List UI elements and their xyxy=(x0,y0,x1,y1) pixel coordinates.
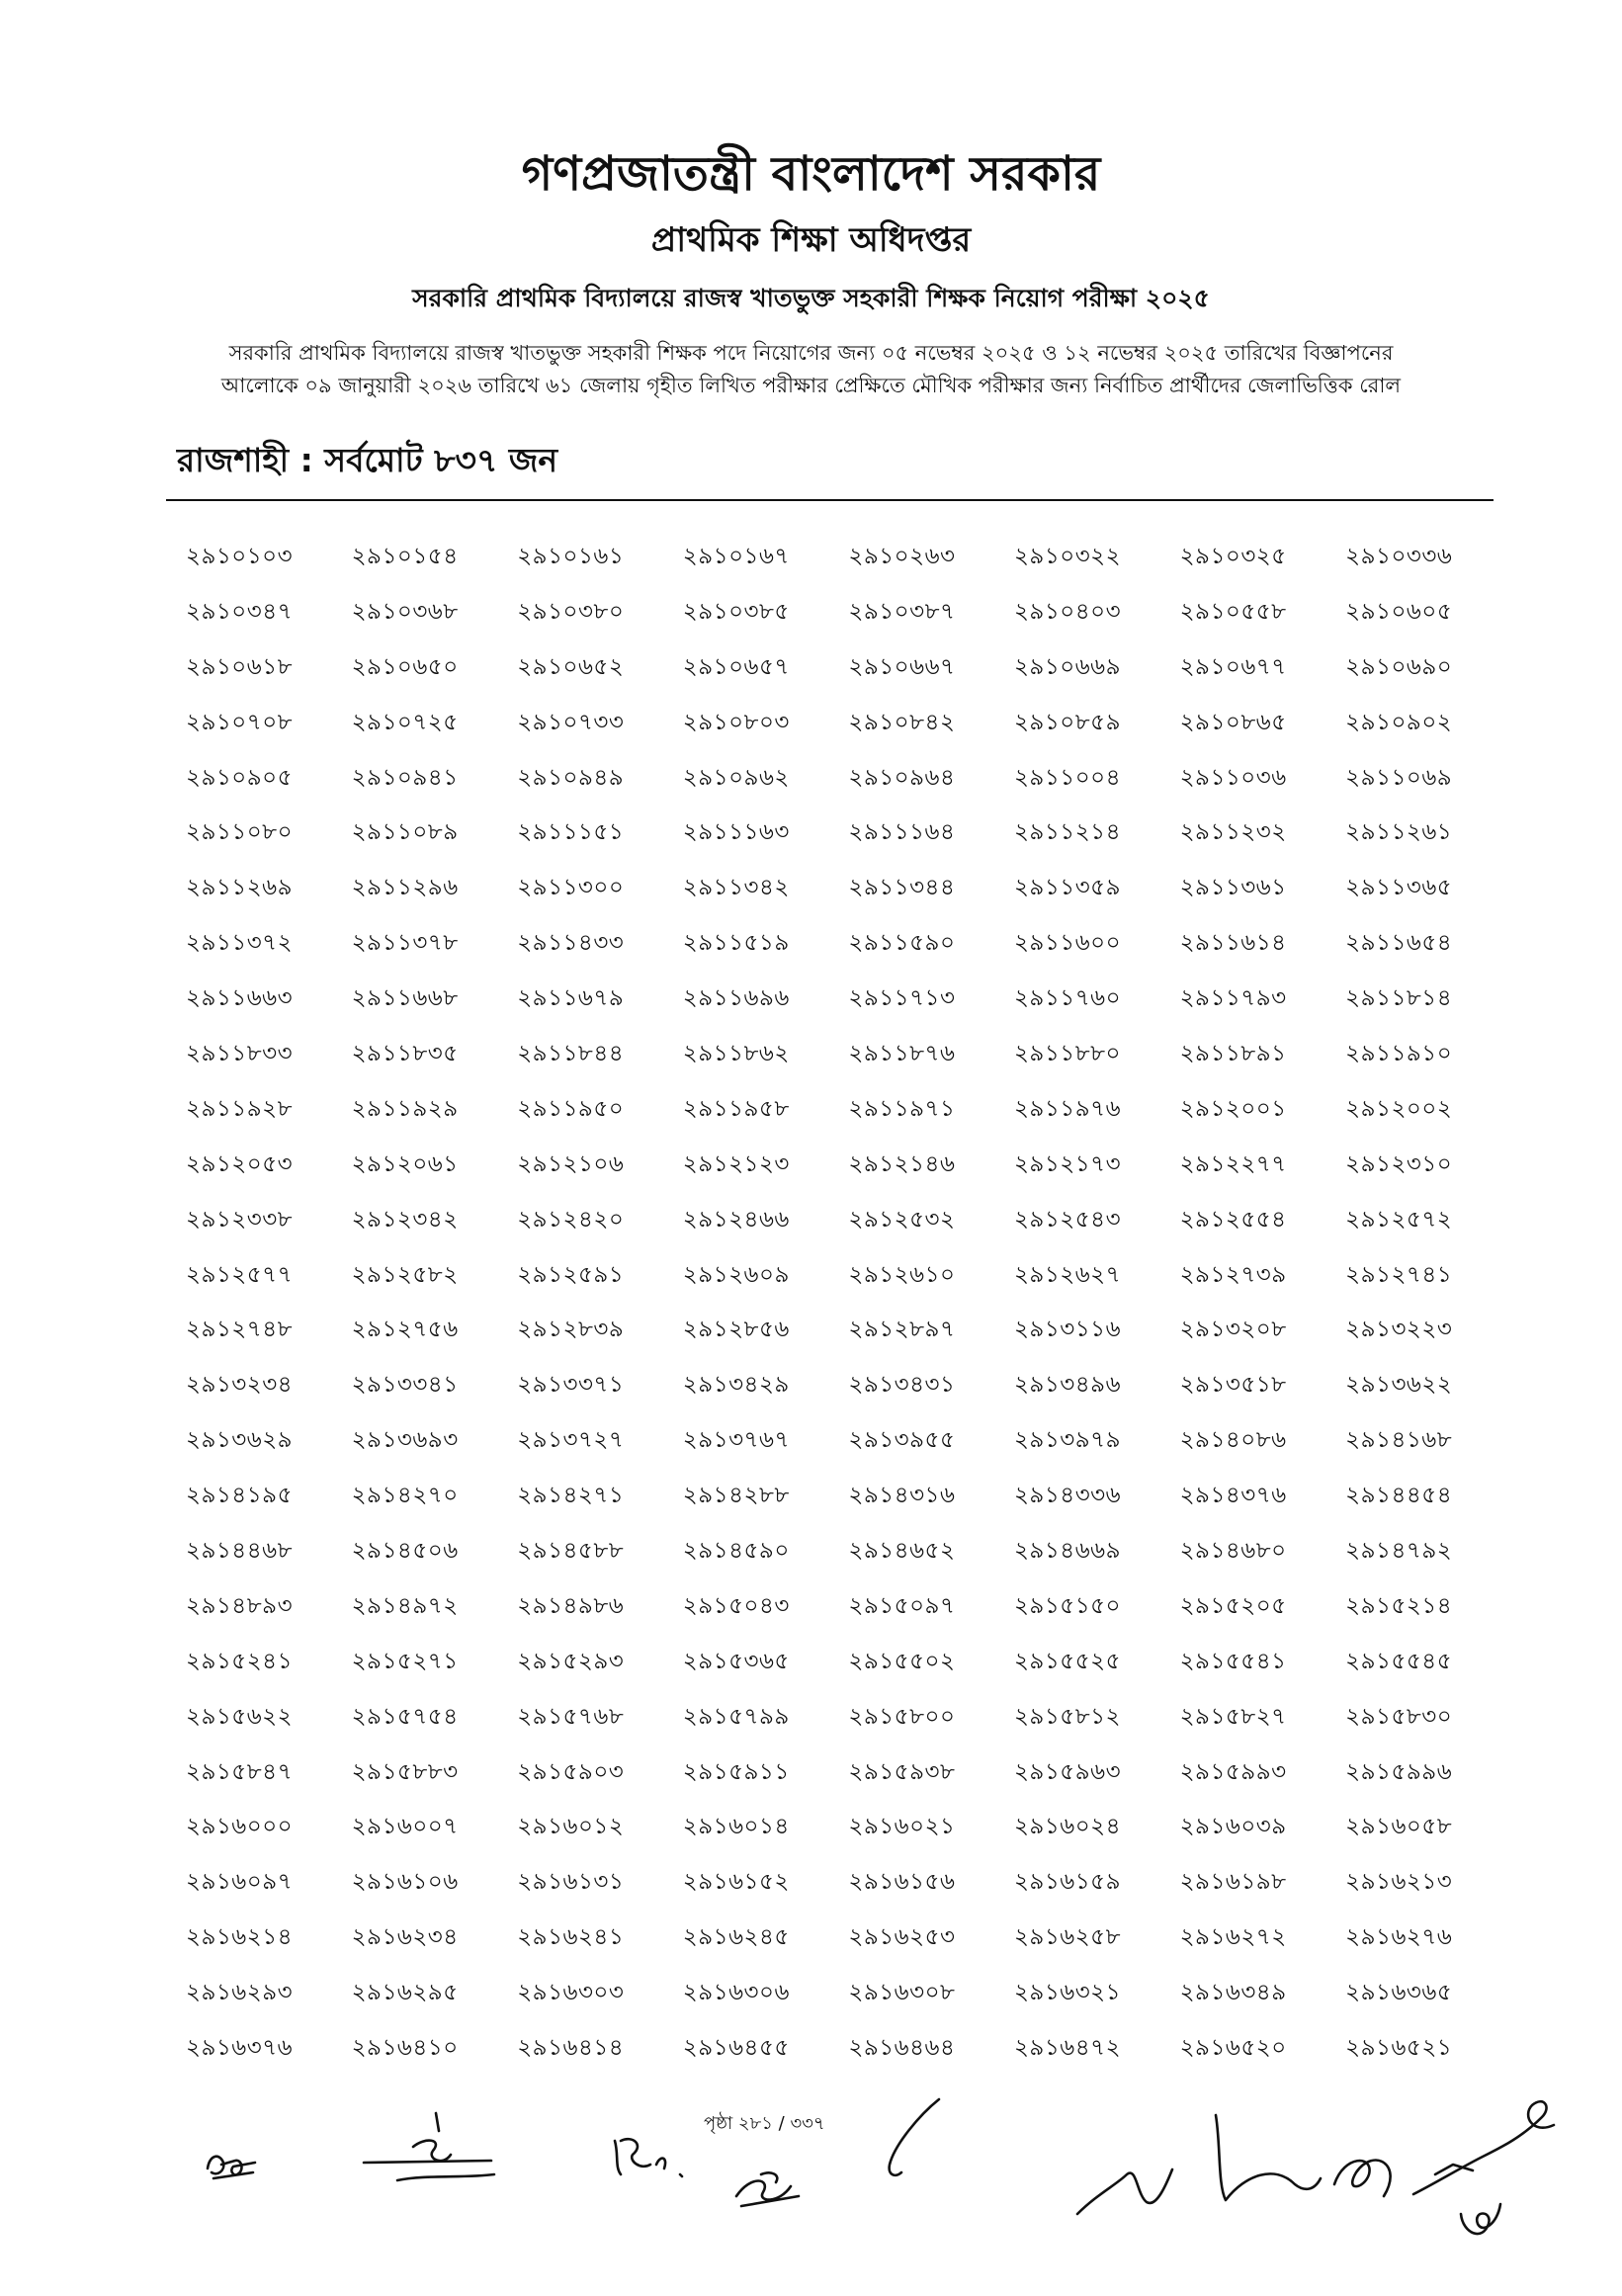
roll-row xyxy=(186,971,1511,1026)
roll-number-list xyxy=(186,529,1511,2076)
roll-number: ২৯১০৯৬২ xyxy=(682,764,790,791)
roll-number: ২৯১৫২৭১ xyxy=(351,1648,459,1674)
roll-number: ২৯১২৫৯১ xyxy=(517,1261,625,1288)
roll-number: ২৯১০৭২৫ xyxy=(351,709,459,735)
roll-number: ২৯১৬১৫৯ xyxy=(1013,1869,1122,1896)
department-title: প্রাথমিক শিক্ষা অধিদপ্তর xyxy=(650,220,972,260)
roll-number: ২৯১৪৫৮৮ xyxy=(517,1537,625,1564)
roll-number: ২৯১৬৪৬৪ xyxy=(848,2034,956,2061)
roll-number: ২৯১৬০০০ xyxy=(186,1814,294,1840)
signature-6 xyxy=(1077,2101,1554,2214)
roll-number: ২৯১৪৬৮০ xyxy=(1179,1537,1287,1564)
roll-number: ২৯১৬৩২১ xyxy=(1013,1980,1122,2006)
roll-number: ২৯১৫৭৬৮ xyxy=(517,1703,625,1730)
signature-3 xyxy=(615,2139,682,2176)
roll-number: ২৯১০৩২২ xyxy=(1013,543,1122,569)
roll-row xyxy=(186,1799,1511,1854)
roll-number: ২৯১৩৭৬৭ xyxy=(682,1427,790,1454)
roll-number: ২৯১৬২৩৪ xyxy=(351,1924,459,1951)
roll-number: ২৯১০৩৪৭ xyxy=(186,598,294,625)
roll-number: ২৯১৬৪৫৫ xyxy=(682,2034,790,2061)
roll-number: ২৯১৪৩৭৬ xyxy=(1179,1483,1287,1509)
roll-number: ২৯১১৩৬৫ xyxy=(1345,875,1453,901)
roll-number: ২৯১৫৯৯৬ xyxy=(1345,1758,1453,1785)
roll-number: ২৯১৫৮১২ xyxy=(1013,1703,1122,1730)
roll-number: ২৯১২৩১০ xyxy=(1345,1150,1453,1177)
roll-number: ২৯১০৬৫২ xyxy=(517,653,625,680)
roll-number: ২৯১১৬৬৩ xyxy=(186,985,294,1012)
roll-number: ২৯১৬৪৭২ xyxy=(1013,2034,1122,2061)
roll-number: ২৯১৬২৯৫ xyxy=(351,1980,459,2006)
roll-number: ২৯১৬২৯৩ xyxy=(186,1980,294,2006)
roll-number: ২৯১৩৩৭১ xyxy=(517,1372,625,1399)
roll-row xyxy=(186,1081,1511,1137)
roll-number: ২৯১১৭১৩ xyxy=(848,985,956,1012)
roll-number: ২৯১২৫৭২ xyxy=(1345,1206,1453,1233)
roll-number: ২৯১০৬৬৯ xyxy=(1013,653,1122,680)
roll-number: ২৯১১৮১৪ xyxy=(1345,985,1453,1012)
roll-number: ২৯১১০৮০ xyxy=(186,819,294,846)
roll-number: ২৯১১০৬৯ xyxy=(1345,764,1453,791)
roll-number: ২৯১৫০৯৭ xyxy=(848,1592,956,1619)
roll-number: ২৯১৪১৬৮ xyxy=(1345,1427,1453,1454)
roll-number: ২৯১১২৩২ xyxy=(1179,819,1287,846)
roll-number: ২৯১১৯৫০ xyxy=(517,1095,625,1122)
roll-number: ২৯১২৫৩২ xyxy=(848,1206,956,1233)
roll-number: ২৯১১৯৭১ xyxy=(848,1095,956,1122)
roll-number: ২৯১০৯৪৯ xyxy=(517,764,625,791)
roll-number: ২৯১৫৬২২ xyxy=(186,1703,294,1730)
roll-number: ২৯১৩৯৫৫ xyxy=(848,1427,956,1454)
roll-number: ২৯১০৮৪২ xyxy=(848,709,956,735)
roll-number: ২৯১৬০১২ xyxy=(517,1814,625,1840)
roll-number: ২৯১১৩৭২ xyxy=(186,930,294,957)
roll-number: ২৯১১৬০০ xyxy=(1013,930,1122,957)
roll-row xyxy=(186,1468,1511,1523)
notice-line-1: সরকারি প্রাথমিক বিদ্যালয়ে রাজস্ব খাতভুক্ত সহকারী শিক্ষক পদে নিয়োগের জন্য ০৫ নভেম্বর ২০২৫ ও ১২ নভেম্বর ২০২৫ তারিখের বিজ্ঞাপনের xyxy=(228,341,1394,365)
roll-number: ২৯১৪৬৫২ xyxy=(848,1537,956,1564)
roll-number: ২৯১২৭৪১ xyxy=(1345,1261,1453,1288)
roll-number: ২৯১৬০১৪ xyxy=(682,1814,790,1840)
roll-number: ২৯১১৬৬৮ xyxy=(351,985,459,1012)
roll-number: ২৯১৪০৮৬ xyxy=(1179,1427,1287,1454)
roll-number: ২৯১১৬৫৪ xyxy=(1345,930,1453,957)
roll-number: ২৯১২০০১ xyxy=(1179,1095,1287,1122)
roll-number: ২৯১৪৯৮৬ xyxy=(517,1592,625,1619)
roll-number: ২৯১৫৫০২ xyxy=(848,1648,956,1674)
roll-number: ২৯১১৬৯৬ xyxy=(682,985,790,1012)
roll-row xyxy=(186,1965,1511,2020)
roll-row xyxy=(186,639,1511,695)
roll-number: ২৯১২৮৯৭ xyxy=(848,1317,956,1343)
roll-number: ২৯১৫৮৩০ xyxy=(1345,1703,1453,1730)
roll-number: ২৯১৬৪১৪ xyxy=(517,2034,625,2061)
roll-number: ২৯১৫২৯৩ xyxy=(517,1648,625,1674)
roll-row xyxy=(186,1578,1511,1634)
roll-number: ২৯১০১৬৭ xyxy=(682,543,790,569)
roll-row xyxy=(186,805,1511,860)
roll-number: ২৯১২৬২৭ xyxy=(1013,1261,1122,1288)
signatures xyxy=(0,2076,1622,2293)
roll-number: ২৯১৩৭২৭ xyxy=(517,1427,625,1454)
roll-number: ২৯১০১৬১ xyxy=(517,543,625,569)
roll-number: ২৯১৬৫২০ xyxy=(1179,2034,1287,2061)
roll-number: ২৯১৫৫৪৫ xyxy=(1345,1648,1453,1674)
roll-number: ২৯১২১২৩ xyxy=(682,1150,790,1177)
roll-number: ২৯১১৬৭৯ xyxy=(517,985,625,1012)
roll-number: ২৯১৬৩০৩ xyxy=(517,1980,625,2006)
heading-divider xyxy=(166,499,1494,501)
roll-number: ২৯১০১০৩ xyxy=(186,543,294,569)
roll-number: ২৯১০৮৫৯ xyxy=(1013,709,1122,735)
roll-number: ২৯১৩৯৭৯ xyxy=(1013,1427,1122,1454)
roll-number: ২৯১৬২৫৮ xyxy=(1013,1924,1122,1951)
roll-number: ২৯১২৫৪৩ xyxy=(1013,1206,1122,1233)
roll-number: ২৯১৬১০৬ xyxy=(351,1869,459,1896)
roll-number: ২৯১২০৫৩ xyxy=(186,1150,294,1177)
roll-number: ২৯১৪৭৯২ xyxy=(1345,1537,1453,1564)
roll-number: ২৯১৬১৫৬ xyxy=(848,1869,956,1896)
roll-number: ২৯১১৮৩৫ xyxy=(351,1040,459,1066)
roll-number: ২৯১১৮৮০ xyxy=(1013,1040,1122,1066)
roll-number: ২৯১০৯০২ xyxy=(1345,709,1453,735)
roll-number: ২৯১৬১৫২ xyxy=(682,1869,790,1896)
roll-number: ২৯১০৯০৫ xyxy=(186,764,294,791)
notice-line-2: আলোকে ০৯ জানুয়ারী ২০২৬ তারিখে ৬১ জেলায় গৃহীত লিখিত পরীক্ষার প্রেক্ষিতে মৌখিক পরীক্ষার জন্য নির্বাচিত প্রার্থীদের জেলাভিত্তিক রোল xyxy=(220,374,1402,397)
roll-number: ২৯১৫৭৫৪ xyxy=(351,1703,459,1730)
roll-number: ২৯১২৮৫৬ xyxy=(682,1317,790,1343)
roll-number: ২৯১১৩৪২ xyxy=(682,875,790,901)
signature-7 xyxy=(1461,2204,1500,2234)
roll-number: ২৯১৩২৩৪ xyxy=(186,1372,294,1399)
roll-number: ২৯১১৩৪৪ xyxy=(848,875,956,901)
roll-number: ২৯১১৩০০ xyxy=(517,875,625,901)
roll-number: ২৯১৬২৪১ xyxy=(517,1924,625,1951)
roll-number: ২৯১১২৯৬ xyxy=(351,875,459,901)
roll-number: ২৯১২৭৫৬ xyxy=(351,1317,459,1343)
roll-row xyxy=(186,1137,1511,1192)
roll-number: ২৯১৫০৪৩ xyxy=(682,1592,790,1619)
roll-number: ২৯১১৮৭৬ xyxy=(848,1040,956,1066)
roll-row xyxy=(186,1357,1511,1412)
roll-number: ২৯১৬২৭২ xyxy=(1179,1924,1287,1951)
roll-number: ২৯১০৬৫৭ xyxy=(682,653,790,680)
roll-number: ২৯১২৭৩৯ xyxy=(1179,1261,1287,1288)
roll-number: ২৯১২৬০৯ xyxy=(682,1261,790,1288)
roll-row xyxy=(186,1192,1511,1247)
roll-row xyxy=(186,750,1511,806)
roll-number: ২৯১২৮৩৯ xyxy=(517,1317,625,1343)
roll-number: ২৯১৬৩৪৯ xyxy=(1179,1980,1287,2006)
roll-number: ২৯১০৫৫৮ xyxy=(1179,598,1287,625)
roll-number: ২৯১০৩৮০ xyxy=(517,598,625,625)
roll-number: ২৯১১১৬৪ xyxy=(848,819,956,846)
roll-number: ২৯১৩১১৬ xyxy=(1013,1317,1122,1343)
roll-number: ২৯১৪৪৬৮ xyxy=(186,1537,294,1564)
roll-number: ২৯১০২৬৩ xyxy=(848,543,956,569)
roll-row xyxy=(186,1412,1511,1468)
roll-number: ২৯১৪৫০৬ xyxy=(351,1537,459,1564)
roll-number: ২৯১৪৮৯৩ xyxy=(186,1592,294,1619)
roll-number: ২৯১০১৫৪ xyxy=(351,543,459,569)
roll-number: ২৯১০৬০৫ xyxy=(1345,598,1453,625)
roll-number: ২৯১১৩৭৮ xyxy=(351,930,459,957)
roll-number: ২৯১১০৩৬ xyxy=(1179,764,1287,791)
roll-number: ২৯১১৯২৮ xyxy=(186,1095,294,1122)
roll-number: ২৯১৩৫১৮ xyxy=(1179,1372,1287,1399)
roll-number: ২৯১২৫৭৭ xyxy=(186,1261,294,1288)
roll-number: ২৯১০৯৪১ xyxy=(351,764,459,791)
roll-number: ২৯১১৪৩৩ xyxy=(517,930,625,957)
roll-number: ২৯১২০৬১ xyxy=(351,1150,459,1177)
roll-number: ২৯১৪১৯৫ xyxy=(186,1483,294,1509)
signature-1 xyxy=(208,2157,255,2178)
roll-number: ২৯১৩৪২৯ xyxy=(682,1372,790,1399)
roll-number: ২৯১০৩৮৭ xyxy=(848,598,956,625)
roll-number: ২৯১৬২৭৬ xyxy=(1345,1924,1453,1951)
roll-number: ২৯১৬০৫৮ xyxy=(1345,1814,1453,1840)
roll-number: ২৯১২৫৫৪ xyxy=(1179,1206,1287,1233)
roll-number: ২৯১৬৩০৮ xyxy=(848,1980,956,2006)
roll-number: ২৯১১২১৪ xyxy=(1013,819,1122,846)
roll-number: ২৯১০৯৬৪ xyxy=(848,764,956,791)
roll-number: ২৯১২৩৩৮ xyxy=(186,1206,294,1233)
roll-number: ২৯১৬৩৭৬ xyxy=(186,2034,294,2061)
roll-number: ২৯১০৬৯০ xyxy=(1345,653,1453,680)
roll-row xyxy=(186,1854,1511,1910)
roll-number: ২৯১৩৬২২ xyxy=(1345,1372,1453,1399)
roll-row xyxy=(186,1910,1511,1965)
roll-number: ২৯১৪৯৭২ xyxy=(351,1592,459,1619)
roll-row xyxy=(186,584,1511,639)
roll-number: ২৯১০৪০৩ xyxy=(1013,598,1122,625)
roll-number: ২৯১১৯২৯ xyxy=(351,1095,459,1122)
roll-number: ২৯১৫৮০০ xyxy=(848,1703,956,1730)
roll-number: ২৯১৬৪১০ xyxy=(351,2034,459,2061)
roll-number: ২৯১০৮৬৫ xyxy=(1179,709,1287,735)
government-title: গণপ্রজাতন্ত্রী বাংলাদেশ সরকার xyxy=(521,146,1101,202)
roll-number: ২৯১৫৯১১ xyxy=(682,1758,790,1785)
roll-number: ২৯১৬১৩১ xyxy=(517,1869,625,1896)
roll-number: ২৯১৫৮৮৩ xyxy=(351,1758,459,1785)
roll-number: ২৯১২৭৪৮ xyxy=(186,1317,294,1343)
roll-number: ২৯১৩৬২৯ xyxy=(186,1427,294,1454)
roll-number: ২৯১১২৬১ xyxy=(1345,819,1453,846)
roll-number: ২৯১৫৮৪৭ xyxy=(186,1758,294,1785)
roll-number: ২৯১৫৯৬৩ xyxy=(1013,1758,1122,1785)
roll-number: ২৯১৩৩৪১ xyxy=(351,1372,459,1399)
roll-number: ২৯১৪৩১৬ xyxy=(848,1483,956,1509)
roll-number: ২৯১০৭০৮ xyxy=(186,709,294,735)
roll-row xyxy=(186,2020,1511,2076)
roll-number: ২৯১০৩৩৬ xyxy=(1345,543,1453,569)
roll-number: ২৯১২৫৮২ xyxy=(351,1261,459,1288)
roll-number: ২৯১১৯১০ xyxy=(1345,1040,1453,1066)
roll-row xyxy=(186,695,1511,750)
roll-number: ২৯১১৭৬০ xyxy=(1013,985,1122,1012)
roll-number: ২৯১২৪২০ xyxy=(517,1206,625,1233)
roll-number: ২৯১১৩৬১ xyxy=(1179,875,1287,901)
roll-number: ২৯১৫১৫০ xyxy=(1013,1592,1122,1619)
roll-number: ২৯১১১৬৩ xyxy=(682,819,790,846)
roll-number: ২৯১১৭৯৩ xyxy=(1179,985,1287,1012)
roll-number: ২৯১০৩৮৫ xyxy=(682,598,790,625)
roll-number: ২৯১১৯৫৮ xyxy=(682,1095,790,1122)
roll-row xyxy=(186,529,1511,584)
roll-number: ২৯১৫৮২৭ xyxy=(1179,1703,1287,1730)
roll-number: ২৯১৬০২৪ xyxy=(1013,1814,1122,1840)
roll-number: ২৯১৬০০৭ xyxy=(351,1814,459,1840)
roll-number: ২৯১৬৫২১ xyxy=(1345,2034,1453,2061)
roll-number: ২৯১৫২৪১ xyxy=(186,1648,294,1674)
roll-number: ২৯১২১৭৩ xyxy=(1013,1150,1122,1177)
roll-number: ২৯১৫৫৪১ xyxy=(1179,1648,1287,1674)
roll-number: ২৯১২০০২ xyxy=(1345,1095,1453,1122)
roll-number: ২৯১৬০২১ xyxy=(848,1814,956,1840)
roll-row xyxy=(186,915,1511,971)
signature-4 xyxy=(736,2172,799,2206)
roll-row xyxy=(186,860,1511,915)
roll-number: ২৯১৪৫৯০ xyxy=(682,1537,790,1564)
roll-number: ২৯১৪২৮৮ xyxy=(682,1483,790,1509)
exam-title: সরকারি প্রাথমিক বিদ্যালয়ে রাজস্ব খাতভুক্ত সহকারী শিক্ষক নিয়োগ পরীক্ষা ২০২৫ xyxy=(412,284,1210,312)
roll-number: ২৯১৫৯০৩ xyxy=(517,1758,625,1785)
roll-number: ২৯১১১৫১ xyxy=(517,819,625,846)
roll-number: ২৯১৫৭৯৯ xyxy=(682,1703,790,1730)
roll-row xyxy=(186,1026,1511,1081)
signature-2 xyxy=(364,2113,494,2180)
roll-number: ২৯১৫৯৯৩ xyxy=(1179,1758,1287,1785)
roll-number: ২৯১১০০৪ xyxy=(1013,764,1122,791)
roll-number: ২৯১৬০৩৯ xyxy=(1179,1814,1287,1840)
roll-number: ২৯১৫২০৫ xyxy=(1179,1592,1287,1619)
roll-number: ২৯১০৭৩৩ xyxy=(517,709,625,735)
roll-number: ২৯১২১৪৬ xyxy=(848,1150,956,1177)
roll-row xyxy=(186,1634,1511,1689)
roll-number: ২৯১৪৬৬৯ xyxy=(1013,1537,1122,1564)
roll-number: ২৯১১৫৯০ xyxy=(848,930,956,957)
roll-number: ২৯১০৮০৩ xyxy=(682,709,790,735)
roll-number: ২৯১৫৩৬৫ xyxy=(682,1648,790,1674)
roll-number: ২৯১৩৪৩১ xyxy=(848,1372,956,1399)
roll-number: ২৯১১৫১৯ xyxy=(682,930,790,957)
roll-number: ২৯১১৮৬২ xyxy=(682,1040,790,1066)
roll-number: ২৯১২২৭৭ xyxy=(1179,1150,1287,1177)
roll-number: ২৯১১৬১৪ xyxy=(1179,930,1287,957)
roll-number: ২৯১২৬১০ xyxy=(848,1261,956,1288)
roll-number: ২৯১১২৬৯ xyxy=(186,875,294,901)
roll-row xyxy=(186,1247,1511,1303)
roll-number: ২৯১০৬৭৭ xyxy=(1179,653,1287,680)
roll-number: ২৯১৫৫২৫ xyxy=(1013,1648,1122,1674)
roll-number: ২৯১০৬৫০ xyxy=(351,653,459,680)
roll-number: ২৯১০৩৬৮ xyxy=(351,598,459,625)
roll-number: ২৯১১৮৯১ xyxy=(1179,1040,1287,1066)
roll-number: ২৯১৪৩৩৬ xyxy=(1013,1483,1122,1509)
roll-number: ২৯১১৩৫৯ xyxy=(1013,875,1122,901)
roll-number: ২৯১৬৩০৬ xyxy=(682,1980,790,2006)
roll-number: ২৯১১৮৩৩ xyxy=(186,1040,294,1066)
roll-number: ২৯১০৩২৫ xyxy=(1179,543,1287,569)
roll-number: ২৯১৩৬৯৩ xyxy=(351,1427,459,1454)
roll-number: ২৯১৫২১৪ xyxy=(1345,1592,1453,1619)
roll-number: ২৯১৬৩৬৫ xyxy=(1345,1980,1453,2006)
roll-number: ২৯১৩২২৩ xyxy=(1345,1317,1453,1343)
roll-number: ২৯১০৬১৮ xyxy=(186,653,294,680)
roll-number: ২৯১১৮৪৪ xyxy=(517,1040,625,1066)
roll-number: ২৯১৪৪৫৪ xyxy=(1345,1483,1453,1509)
roll-row xyxy=(186,1523,1511,1578)
roll-number: ২৯১১০৮৯ xyxy=(351,819,459,846)
roll-row xyxy=(186,1689,1511,1744)
page-number: পৃষ্ঠা ২৮১ / ৩৩৭ xyxy=(704,2113,825,2134)
roll-number: ২৯১০৬৬৭ xyxy=(848,653,956,680)
roll-number: ২৯১২১০৬ xyxy=(517,1150,625,1177)
roll-number: ২৯১৫৯৩৮ xyxy=(848,1758,956,1785)
roll-number: ২৯১৩২০৮ xyxy=(1179,1317,1287,1343)
roll-number: ২৯১৬২৪৫ xyxy=(682,1924,790,1951)
roll-number: ২৯১২৪৬৬ xyxy=(682,1206,790,1233)
district-heading: রাজশাহী : সর্বমোট ৮৩৭ জন xyxy=(177,441,558,479)
roll-number: ২৯১১৯৭৬ xyxy=(1013,1095,1122,1122)
roll-number: ২৯১৬০৯৭ xyxy=(186,1869,294,1896)
roll-number: ২৯১৪২৭০ xyxy=(351,1483,459,1509)
roll-row xyxy=(186,1302,1511,1357)
signature-5 xyxy=(890,2099,939,2175)
roll-row xyxy=(186,1744,1511,1800)
roll-number: ২৯১৩৪৯৬ xyxy=(1013,1372,1122,1399)
roll-number: ২৯১৬২১৪ xyxy=(186,1924,294,1951)
roll-number: ২৯১৪২৭১ xyxy=(517,1483,625,1509)
roll-number: ২৯১৬২১৩ xyxy=(1345,1869,1453,1896)
roll-number: ২৯১৬২৫৩ xyxy=(848,1924,956,1951)
roll-number: ২৯১২৩৪২ xyxy=(351,1206,459,1233)
roll-number: ২৯১৬১৯৮ xyxy=(1179,1869,1287,1896)
